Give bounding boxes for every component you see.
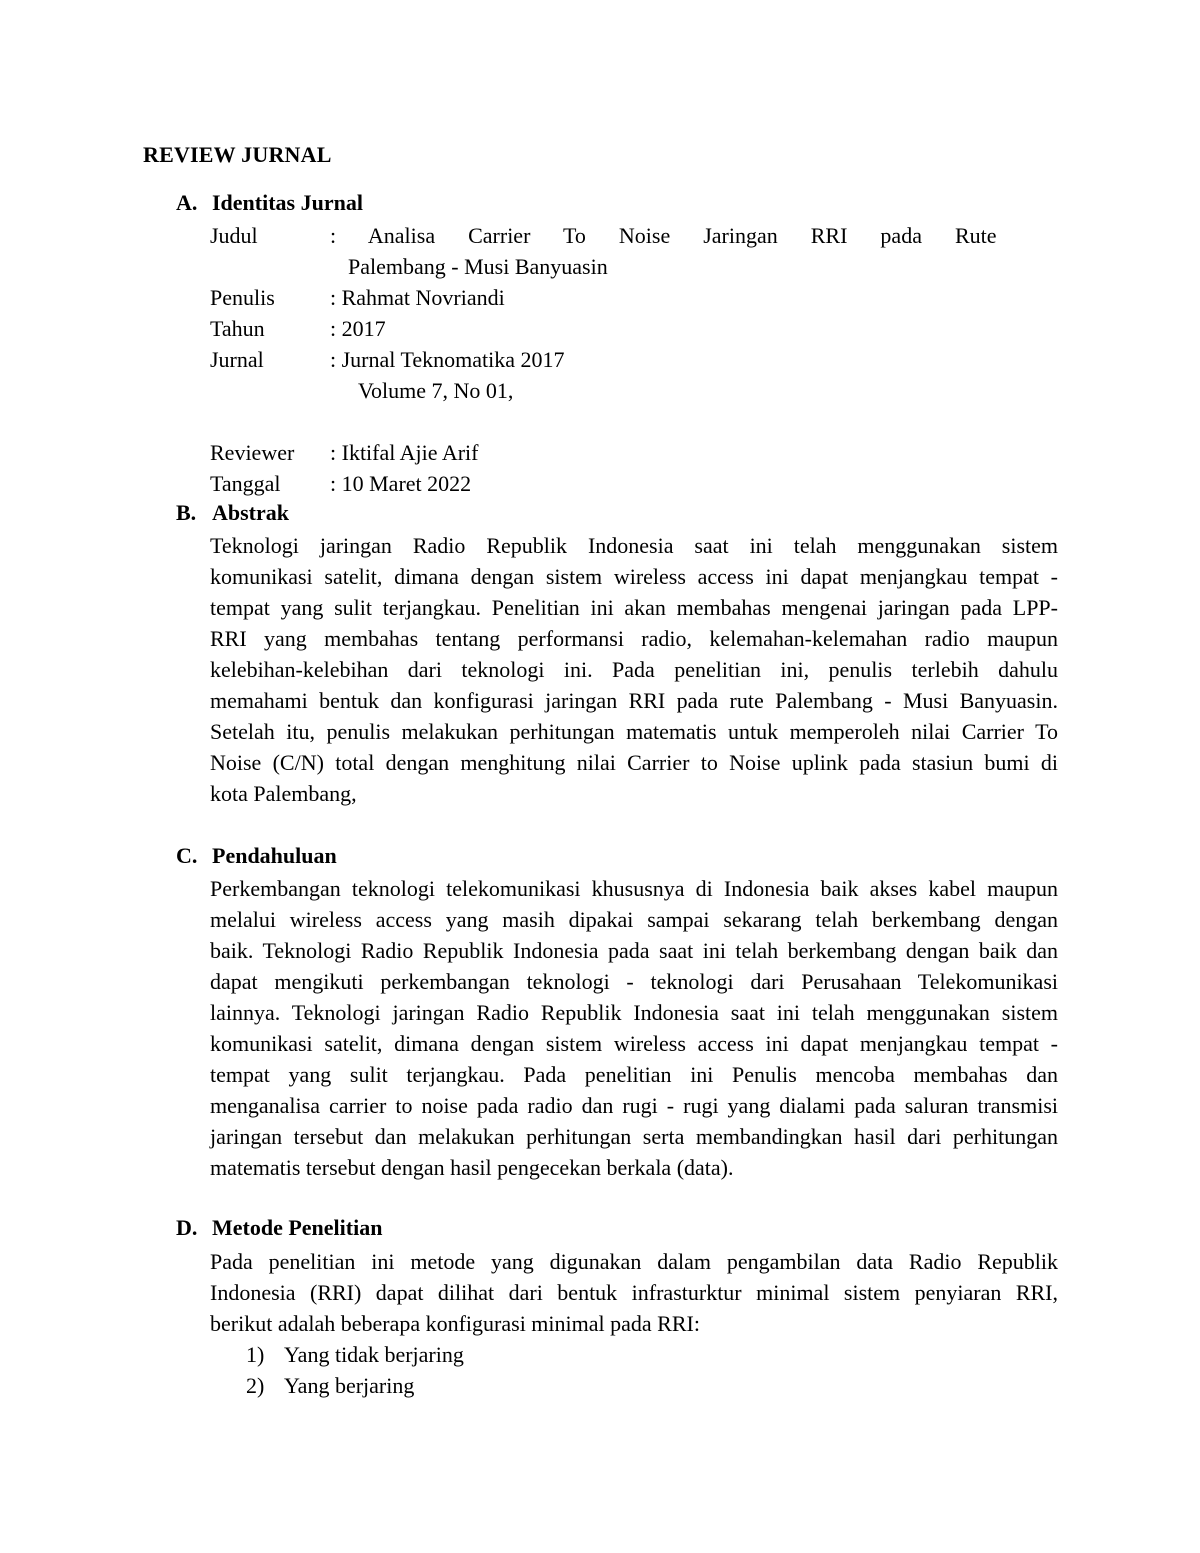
pendahuluan-line: Perkembangan teknologi telekomunikasi khususnya di Indonesia baik akses kabel maupun: [210, 876, 1058, 901]
field-tanggal-value: : 10 Maret 2022: [330, 471, 472, 496]
abstrak-line: komunikasi satelit, dimana dengan sistem wireless access ini dapat menjangkau tempat -: [210, 564, 1058, 589]
pendahuluan-line: baik. Teknologi Radio Republik Indonesia pada saat ini telah berkembang dengan baik dan: [210, 938, 1058, 963]
field-reviewer-value: : Iktifal Ajie Arif: [330, 440, 479, 465]
field-reviewer: [210, 437, 1054, 468]
section-c-letter: C.: [176, 843, 198, 868]
field-tahun-value: : 2017: [330, 316, 386, 341]
field-tanggal-key: Tanggal: [210, 471, 281, 496]
metode-paragraph: [210, 1246, 1058, 1339]
field-jurnal-key: Jurnal: [210, 347, 264, 372]
section-b-heading: [176, 500, 289, 526]
pendahuluan-line: jaringan tersebut dan melakukan perhitungan serta membandingkan hasil dari perhitungan: [210, 1124, 1058, 1149]
abstrak-line: kota Palembang,: [210, 781, 357, 806]
metode-line: Pada penelitian ini metode yang digunakan dalam pengambilan data Radio Republik: [210, 1249, 1058, 1274]
section-a-title: Identitas Jurnal: [212, 190, 363, 215]
abstrak-line: Setelah itu, penulis melakukan perhitungan matematis untuk memperoleh nilai Carrier To: [210, 719, 1058, 744]
metode-line: Indonesia (RRI) dapat dilihat dari bentuk infrasturktur minimal sistem penyiaran RRI,: [210, 1280, 1058, 1305]
abstrak-line: Noise (C/N) total dengan menghitung nilai Carrier to Noise uplink pada stasiun bumi di: [210, 750, 1058, 775]
pendahuluan-paragraph: [210, 873, 1058, 1183]
field-tanggal: [210, 468, 1054, 499]
abstrak-line: memahami bentuk dan konfigurasi jaringan RRI pada rute Palembang - Musi Banyuasin.: [210, 688, 1058, 713]
section-c-title: Pendahuluan: [212, 843, 337, 868]
section-d-title: Metode Penelitian: [212, 1215, 383, 1240]
abstrak-line: Teknologi jaringan Radio Republik Indonesia saat ini telah menggunakan sistem: [210, 533, 1058, 558]
section-d-letter: D.: [176, 1215, 198, 1240]
pendahuluan-line: dapat mengikuti perkembangan teknologi - teknologi dari Perusahaan Telekomunikasi: [210, 969, 1058, 994]
abstrak-paragraph: [210, 530, 1058, 809]
list-item: [246, 1339, 464, 1370]
field-judul-value: : Analisa Carrier To Noise Jaringan RRI pada Rute: [330, 223, 997, 248]
field-judul-value-cont: Palembang - Musi Banyuasin: [348, 254, 608, 279]
field-tahun-key: Tahun: [210, 316, 265, 341]
list-item: [246, 1370, 414, 1401]
field-jurnal: [210, 344, 1054, 375]
field-penulis: [210, 282, 1054, 313]
field-jurnal-value-cont: Volume 7, No 01,: [358, 378, 514, 403]
pendahuluan-line: komunikasi satelit, dimana dengan sistem wireless access ini dapat menjangkau tempat -: [210, 1031, 1058, 1056]
list-item-text: Yang berjaring: [284, 1373, 415, 1398]
document-title: REVIEW JURNAL: [143, 142, 332, 167]
section-b-title: Abstrak: [212, 500, 290, 525]
field-penulis-value: : Rahmat Novriandi: [330, 285, 505, 310]
section-c-heading: [176, 843, 337, 869]
field-penulis-key: Penulis: [210, 285, 275, 310]
pendahuluan-line: lainnya. Teknologi jaringan Radio Republik Indonesia saat ini telah menggunakan sistem: [210, 1000, 1058, 1025]
section-b-letter: B.: [176, 500, 197, 525]
abstrak-line: RRI yang membahas tentang performansi radio, kelemahan-kelemahan radio maupun: [210, 626, 1058, 651]
abstrak-line: kelebihan-kelebihan dari teknologi ini. Pada penelitian ini, penulis terlebih dahulu: [210, 657, 1058, 682]
section-d-heading: [176, 1215, 382, 1241]
field-jurnal-value: : Jurnal Teknomatika 2017: [330, 347, 565, 372]
field-judul: [210, 220, 1054, 251]
section-a-heading: [176, 190, 363, 216]
metode-line: berikut adalah beberapa konfigurasi minimal pada RRI:: [210, 1311, 700, 1336]
pendahuluan-line: tempat yang sulit terjangkau. Pada penelitian ini Penulis mencoba membahas dan: [210, 1062, 1058, 1087]
field-tahun: [210, 313, 1054, 344]
field-judul-key: Judul: [210, 223, 258, 248]
pendahuluan-line: menganalisa carrier to noise pada radio dan rugi - rugi yang dialami pada saluran transmisi: [210, 1093, 1058, 1118]
list-item-number: 1): [246, 1342, 265, 1367]
pendahuluan-line: matematis tersebut dengan hasil pengecekan berkala (data).: [210, 1155, 734, 1180]
abstrak-line: tempat yang sulit terjangkau. Penelitian ini akan membahas mengenai jaringan pada LPP-: [210, 595, 1058, 620]
section-a-letter: A.: [176, 190, 198, 215]
list-item-number: 2): [246, 1373, 265, 1398]
field-reviewer-key: Reviewer: [210, 440, 295, 465]
list-item-text: Yang tidak berjaring: [284, 1342, 464, 1367]
pendahuluan-line: melalui wireless access yang masih dipakai sampai sekarang telah berkembang dengan: [210, 907, 1058, 932]
